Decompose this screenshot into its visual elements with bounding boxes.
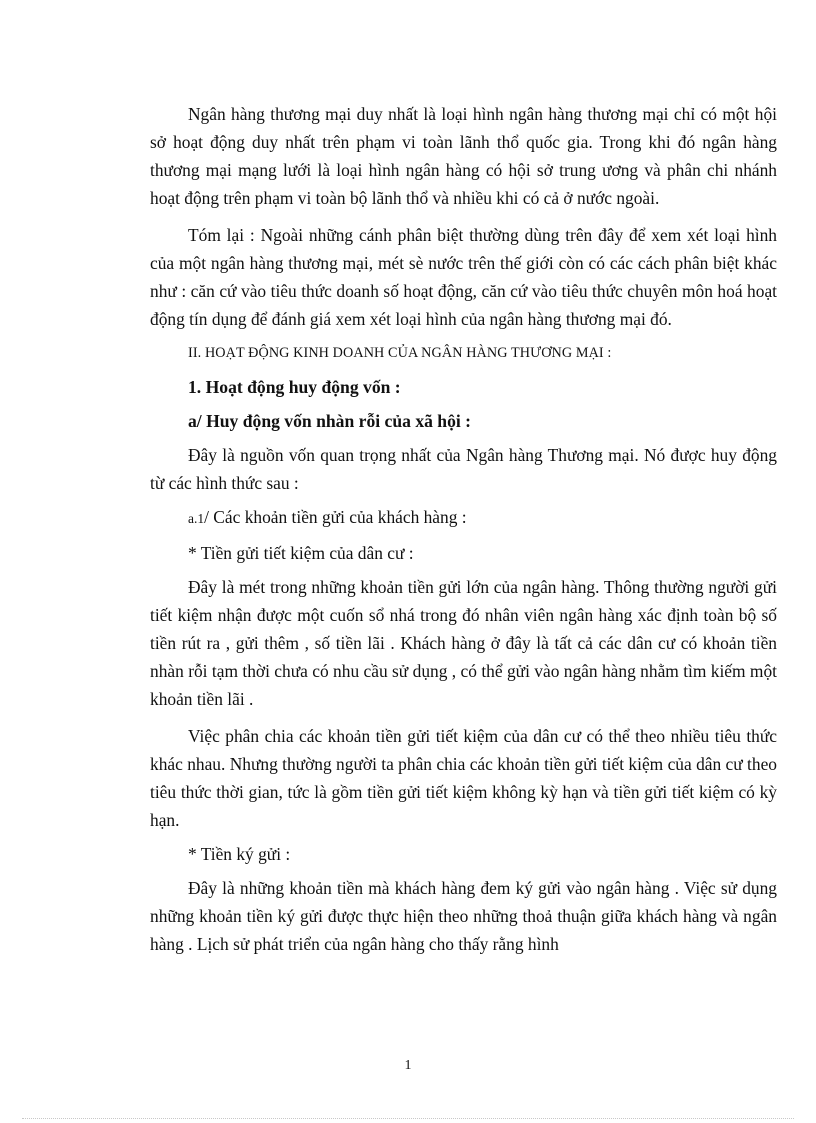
paragraph-capital-source: Đây là nguồn vốn quan trọng nhất của Ngân hàng Thương mại. Nó được huy động từ các hình thức sau :: [150, 445, 777, 493]
paragraph-savings-classification: Việc phân chia các khoản tiền gửi tiết kiệm của dân cư có thể theo nhiều tiêu thức khác nhau. Nhưng thường người ta phân chia các khoản tiền gửi tiết kiệm của dân cư theo tiêu thức thời gian, tức là gồm tiền gửi tiết kiệm không kỳ hạn và tiền gửi tiết kiệm có kỳ hạn.: [150, 726, 777, 830]
paragraph-savings: Đây là mét trong những khoản tiền gửi lớn của ngân hàng. Thông thường người gửi tiết kiệm nhận được một cuốn sổ nhá trong đó nhân viên ngân hàng xác định toàn bộ số tiền rút ra , gửi thêm , số tiền lãi . Khách hàng ở đây là tất cả các dân cư có khoản tiền nhàn rỗi tạm thời chưa có nhu cầu sử dụng , có thể gửi vào ngân hàng nhằm tìm kiếm một khoản tiền lãi .: [150, 577, 777, 709]
page-bottom-divider: [22, 1118, 794, 1119]
bullet-savings-deposits: * Tiền gửi tiết kiệm của dân cư :: [188, 543, 414, 563]
page-body: [150, 100, 777, 958]
heading-idle-capital: a/ Huy động vốn nhàn rỗi của xã hội :: [188, 411, 472, 431]
subheading-a1: [150, 503, 777, 533]
bullet-consignment-deposits: * Tiền ký gửi :: [188, 844, 291, 864]
subheading-a1-prefix: a.1: [188, 511, 205, 526]
heading-capital-mobilization: 1. Hoạt động huy động vốn :: [188, 377, 401, 397]
subheading-a1-text: / Các khoản tiền gửi của khách hàng :: [204, 507, 467, 527]
section-heading: II. HOẠT ĐỘNG KINH DOANH CỦA NGÂN HÀNG THƯƠNG MẠI :: [188, 345, 612, 361]
paragraph-consignment: Đây là những khoản tiền mà khách hàng đem ký gửi vào ngân hàng . Việc sử dụng những khoản tiền ký gửi được thực hiện theo những thoả thuận giữa khách hàng và ngân hàng . Lịch sử phát triển của ngân hàng cho thấy rằng hình: [150, 878, 777, 954]
paragraph-summary: Tóm lại : Ngoài những cánh phân biệt thường dùng trên đây để xem xét loại hình của một ngân hàng thương mại, mét sè nước trên thế giới còn có các cách phân biệt khác như : căn cứ vào tiêu thức doanh số hoạt động, căn cứ vào tiêu thức chuyên môn hoá hoạt động tín dụng để đánh giá xem xét loại hình của ngân hàng thương mại đó.: [150, 225, 777, 329]
page-number: 1: [404, 1058, 412, 1073]
paragraph-single-bank: Ngân hàng thương mại duy nhất là loại hình ngân hàng thương mại chỉ có một hội sở hoạt động duy nhất trên phạm vi toàn lãnh thổ quốc gia. Trong khi đó ngân hàng thương mại mạng lưới là loại hình ngân hàng có hội sở trung ương và phân chi nhánh hoạt động trên phạm vi toàn bộ lãnh thổ và nhiều khi có cả ở nước ngoài.: [150, 104, 777, 208]
